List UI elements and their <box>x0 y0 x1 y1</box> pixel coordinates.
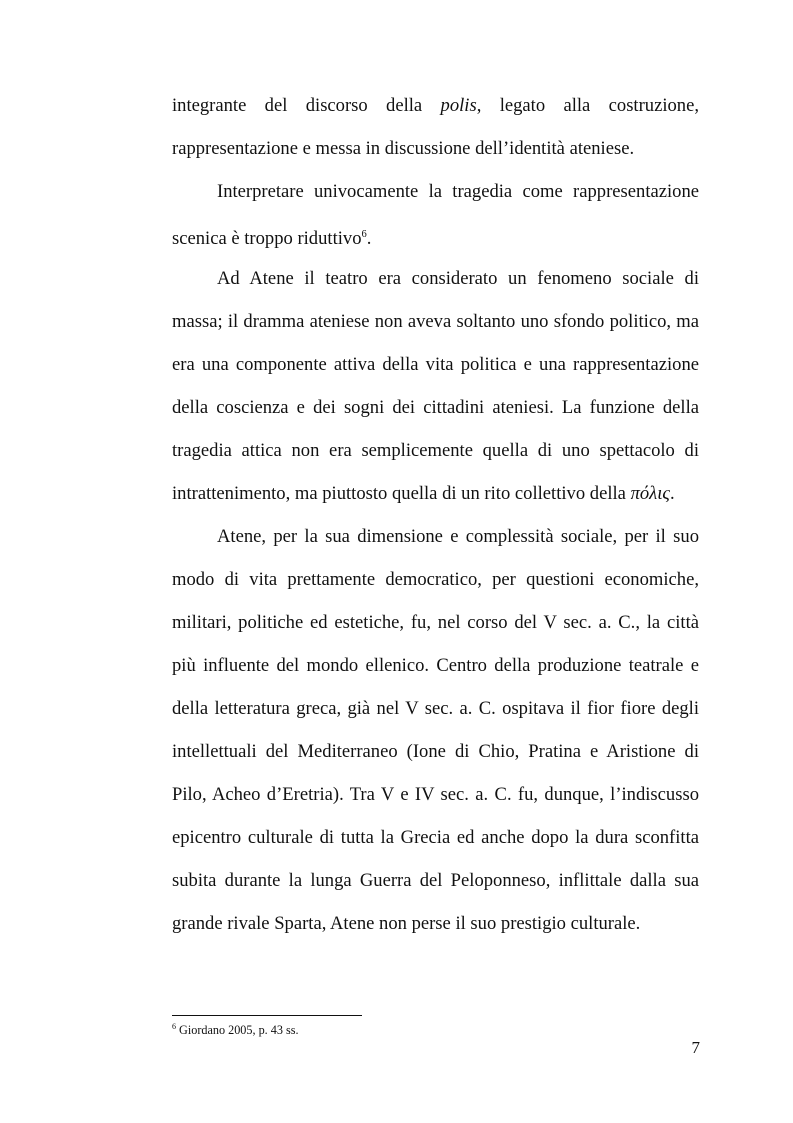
body-line-15: della letteratura greca, già nel V sec. a. C. ospitava il fior fiore degli <box>172 698 699 719</box>
page-number: 7 <box>691 1038 700 1057</box>
footnote-ref[interactable]: 6 <box>361 229 367 240</box>
body-line-3: Interpretare univocamente la tragedia come rappresentazione <box>217 181 699 202</box>
body-line-12: modo di vita prettamente democratico, per questioni economiche, <box>172 569 699 590</box>
greek-term-polis: πόλις <box>630 483 670 504</box>
body-line-19: subita durante la lunga Guerra del Peloponneso, inflittale dalla sua <box>172 870 699 891</box>
body-line-2: rappresentazione e messa in discussione dell’identità ateniese. <box>172 138 635 159</box>
footnote <box>172 1022 299 1038</box>
footnote-number: 6 <box>172 1022 176 1031</box>
footnote-rule <box>172 1015 362 1016</box>
body-line-7: era una componente attiva della vita politica e una rappresentazione <box>172 354 699 375</box>
body-line-4: scenica è troppo riduttivo$^6$. <box>172 228 372 249</box>
body-line-20: grande rivale Sparta, Atene non perse il suo prestigio culturale. <box>172 913 641 934</box>
body-line-10: intrattenimento, ma piuttosto quella di un rito collettivo della πόλις. <box>172 483 675 504</box>
body-line-17: Pilo, Acheo d’Eretria). Tra V e IV sec. a. C. fu, dunque, l’indiscusso <box>172 784 699 805</box>
footnote-text: Giordano 2005, p. 43 ss. <box>176 1023 299 1037</box>
body-line-9: tragedia attica non era semplicemente quella di uno spettacolo di <box>172 440 699 461</box>
body-line-14: più influente del mondo ellenico. Centro della produzione teatrale e <box>172 655 699 676</box>
body-line-18: epicentro culturale di tutta la Grecia ed anche dopo la dura sconfitta <box>172 827 699 848</box>
body-line-16: intellettuali del Mediterraneo (Ione di Chio, Pratina e Aristione di <box>172 741 699 762</box>
body-line-13: militari, politiche ed estetiche, fu, nel corso del V sec. a. C., la città <box>172 612 699 633</box>
body-line-6: massa; il dramma ateniese non aveva soltanto uno sfondo politico, ma <box>172 311 699 332</box>
body-line-5: Ad Atene il teatro era considerato un fenomeno sociale di <box>217 268 699 289</box>
body-line-11: Atene, per la sua dimensione e complessità sociale, per il suo <box>217 526 699 547</box>
body-line-8: della coscienza e dei sogni dei cittadini ateniesi. La funzione della <box>172 397 699 418</box>
italic-term-polis: polis <box>440 95 477 116</box>
body-line-1: integrante del discorso della polis, legato alla costruzione, <box>172 95 699 116</box>
